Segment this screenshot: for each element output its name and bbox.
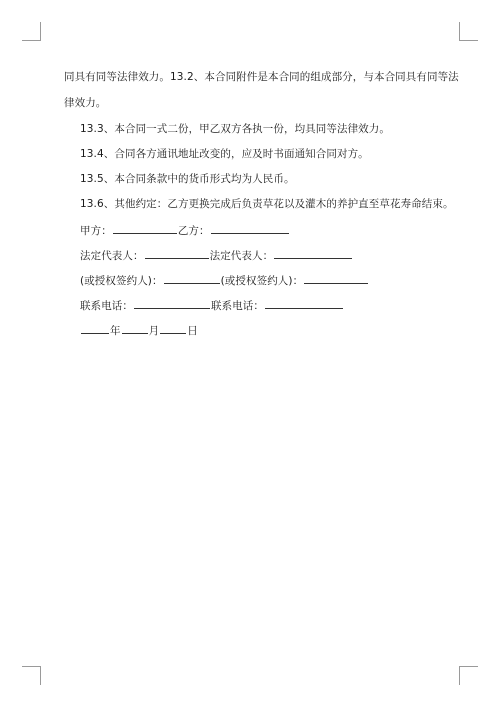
day-label: 日: [187, 325, 198, 337]
paragraph-13-1-continued: 同具有同等法律效力。13.2、本合同附件是本合同的组成部分，与本合同具有同等法: [64, 71, 459, 83]
date-row: [80, 323, 198, 338]
authorized-a-blank: [164, 273, 220, 284]
paragraph-13-3: 13.3、本合同一式二份，甲乙双方各执一份，均具同等法律效力。: [80, 123, 390, 135]
party-b-label: 乙方：: [177, 225, 210, 237]
legal-rep-a-label: 法定代表人：: [80, 250, 144, 262]
paragraph-13-1-end: 律效力。: [64, 97, 107, 109]
party-a-label: 甲方：: [80, 225, 112, 237]
day-blank: [160, 323, 186, 334]
year-label: 年: [110, 325, 121, 337]
legal-rep-b-blank: [274, 248, 352, 259]
month-blank: [122, 323, 148, 334]
phone-row: [80, 298, 344, 313]
paragraph-13-5: 13.5、本合同条款中的货币形式均为人民币。: [80, 173, 295, 185]
phone-a-label: 联系电话：: [80, 300, 133, 312]
legal-rep-a-blank: [145, 248, 209, 259]
paragraph-13-4: 13.4、合同各方通讯地址改变的，应及时书面通知合同对方。: [80, 148, 369, 160]
authorized-b-blank: [304, 273, 368, 284]
phone-b-blank: [265, 298, 343, 309]
party-b-blank: [211, 223, 289, 234]
authorized-b-label: (或授权签约人)：: [220, 275, 304, 287]
authorized-a-label: (或授权签约人)：: [80, 275, 163, 287]
party-row: [80, 223, 290, 238]
phone-a-blank: [134, 298, 210, 309]
month-label: 月: [148, 325, 160, 337]
phone-b-label: 联系电话：: [211, 300, 264, 312]
authorized-row: [80, 273, 369, 288]
party-a-blank: [113, 223, 177, 234]
legal-rep-row: [80, 248, 353, 263]
paragraph-13-6: 13.6、其他约定：乙方更换完成后负责草花以及灌木的养护直至草花寿命结束。: [80, 198, 454, 210]
year-blank: [81, 323, 109, 334]
legal-rep-b-label: 法定代表人：: [209, 250, 274, 262]
